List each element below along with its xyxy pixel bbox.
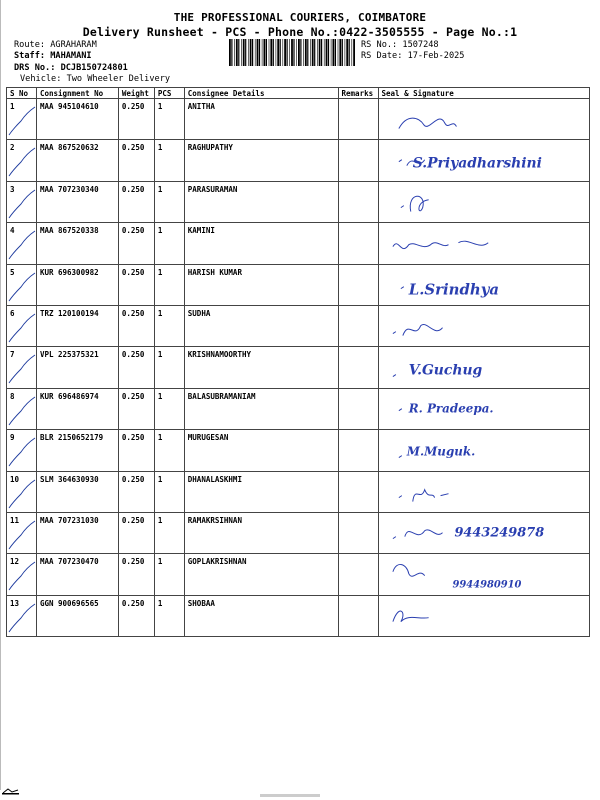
row-sno: 10 [7, 471, 37, 512]
row-sno: 7 [7, 347, 37, 388]
remarks-cell [338, 430, 378, 471]
weight: 0.250 [118, 264, 154, 305]
remarks-cell [338, 305, 378, 346]
table-row [7, 595, 590, 636]
handwritten-signature [379, 182, 590, 222]
runsheet-table [6, 87, 590, 637]
vehicle-label: Vehicle: Two Wheeler Delivery [20, 74, 171, 84]
consignment-no: MAA 945104610 [36, 99, 118, 140]
remarks-cell [338, 264, 378, 305]
table-row [7, 305, 590, 346]
handwritten-signature [379, 265, 590, 305]
company-title: THE PROFESSIONAL COURIERS, COIMBATORE [173, 11, 427, 24]
handwritten-signature [379, 99, 590, 139]
row-sno: 11 [7, 512, 37, 553]
pcs: 1 [154, 471, 184, 512]
signature-cell [378, 471, 590, 512]
handwritten-signature [379, 513, 590, 553]
remarks-cell [338, 554, 378, 595]
scanner-mark-icon [2, 787, 20, 795]
runsheet-title: Delivery Runsheet - PCS - Phone No.:0422-3505555 - Page No.:1 [82, 25, 518, 39]
row-sno: 3 [7, 181, 37, 222]
remarks-cell [338, 388, 378, 429]
weight: 0.250 [118, 471, 154, 512]
table-row [7, 554, 590, 595]
table-header-row [7, 88, 590, 99]
signature-cell [378, 595, 590, 636]
rs-date: RS Date: 17-Feb-2025 [361, 51, 465, 61]
page-footer-mark [260, 794, 320, 797]
pcs: 1 [154, 99, 184, 140]
table-row [7, 140, 590, 181]
pcs: 1 [154, 430, 184, 471]
remarks-cell [338, 140, 378, 181]
row-sno: 6 [7, 305, 37, 346]
weight: 0.250 [118, 99, 154, 140]
table-row [7, 264, 590, 305]
table-row [7, 512, 590, 553]
signature-text: L.Srindhya [408, 281, 499, 299]
signature-text: V.Guchug [408, 362, 482, 379]
col-signature: Seal & Signature [378, 88, 590, 99]
consignee-name: KRISHNAMOORTHY [184, 347, 338, 388]
weight: 0.250 [118, 181, 154, 222]
signature-cell [378, 305, 590, 346]
weight: 0.250 [118, 512, 154, 553]
remarks-cell [338, 99, 378, 140]
page-edge [0, 0, 1, 790]
consignee-name: DHANALASKHMI [184, 471, 338, 512]
handwritten-signature [379, 430, 590, 470]
consignee-name: SUDHA [184, 305, 338, 346]
pcs: 1 [154, 512, 184, 553]
remarks-cell [338, 512, 378, 553]
consignee-name: KAMINI [184, 223, 338, 264]
signature-cell [378, 430, 590, 471]
table-row [7, 347, 590, 388]
signature-text: 9443249878 [453, 525, 544, 541]
handwritten-signature [379, 306, 590, 346]
weight: 0.250 [118, 430, 154, 471]
consignment-no: TRZ 120100194 [36, 305, 118, 346]
handwritten-signature [379, 347, 590, 387]
weight: 0.250 [118, 223, 154, 264]
table-row [7, 99, 590, 140]
staff-label: Staff: MAHAMANI [14, 51, 92, 61]
signature-text: M.Muguk. [406, 444, 475, 459]
table-row [7, 388, 590, 429]
table-row [7, 223, 590, 264]
col-remarks: Remarks [338, 88, 378, 99]
row-sno: 1 [7, 99, 37, 140]
signature-cell [378, 99, 590, 140]
pcs: 1 [154, 388, 184, 429]
consignee-name: RAGHUPATHY [184, 140, 338, 181]
remarks-cell [338, 471, 378, 512]
handwritten-signature [379, 389, 590, 429]
drs-number: DRS No.: DCJB150724801 [14, 63, 128, 73]
col-consignee: Consignee Details [184, 88, 338, 99]
weight: 0.250 [118, 595, 154, 636]
consignment-no: MAA 867520338 [36, 223, 118, 264]
consignment-no: MAA 707230470 [36, 554, 118, 595]
consignee-name: HARISH KUMAR [184, 264, 338, 305]
weight: 0.250 [118, 140, 154, 181]
signature-cell [378, 264, 590, 305]
weight: 0.250 [118, 347, 154, 388]
row-sno: 8 [7, 388, 37, 429]
barcode [229, 39, 355, 66]
pcs: 1 [154, 264, 184, 305]
signature-cell [378, 512, 590, 553]
row-sno: 9 [7, 430, 37, 471]
signature-cell [378, 388, 590, 429]
pcs: 1 [154, 347, 184, 388]
remarks-cell [338, 347, 378, 388]
table-row [7, 181, 590, 222]
consignee-name: PARASURAMAN [184, 181, 338, 222]
pcs: 1 [154, 223, 184, 264]
handwritten-signature [379, 140, 590, 180]
pcs: 1 [154, 554, 184, 595]
consignment-no: BLR 2150652179 [36, 430, 118, 471]
handwritten-signature [379, 554, 590, 594]
remarks-cell [338, 595, 378, 636]
consignee-name: GOPLAKRISHNAN [184, 554, 338, 595]
signature-text: R. Pradeepa. [408, 401, 494, 416]
consignment-no: SLM 364630930 [36, 471, 118, 512]
consignment-no: MAA 707231030 [36, 512, 118, 553]
table-row [7, 430, 590, 471]
remarks-cell [338, 181, 378, 222]
consignment-no: GGN 900696565 [36, 595, 118, 636]
remarks-cell [338, 223, 378, 264]
weight: 0.250 [118, 554, 154, 595]
pcs: 1 [154, 305, 184, 346]
consignment-no: MAA 707230340 [36, 181, 118, 222]
row-sno: 5 [7, 264, 37, 305]
row-sno: 13 [7, 595, 37, 636]
consignment-no: VPL 225375321 [36, 347, 118, 388]
consignee-name: MURUGESAN [184, 430, 338, 471]
col-pcs: PCS [154, 88, 184, 99]
pcs: 1 [154, 140, 184, 181]
handwritten-signature [379, 223, 590, 263]
handwritten-signature [379, 472, 590, 512]
consignee-name: RAMAKRSIHNAN [184, 512, 338, 553]
signature-text: S.Priyadharshini [412, 156, 542, 172]
consignment-no: KUR 696300982 [36, 264, 118, 305]
col-weight: Weight [118, 88, 154, 99]
consignment-no: MAA 867520632 [36, 140, 118, 181]
handwritten-signature [379, 596, 590, 636]
signature-cell [378, 140, 590, 181]
row-sno: 4 [7, 223, 37, 264]
col-consignment: Consignment No [36, 88, 118, 99]
pcs: 1 [154, 181, 184, 222]
rs-number: RS No.: 1507248 [361, 40, 439, 50]
consignee-name: ANITHA [184, 99, 338, 140]
col-sno: S No [7, 88, 37, 99]
signature-text: 9944980910 [451, 579, 521, 591]
signature-cell [378, 181, 590, 222]
signature-cell [378, 223, 590, 264]
pcs: 1 [154, 595, 184, 636]
weight: 0.250 [118, 305, 154, 346]
signature-cell [378, 347, 590, 388]
weight: 0.250 [118, 388, 154, 429]
signature-cell [378, 554, 590, 595]
row-sno: 2 [7, 140, 37, 181]
consignment-no: KUR 696486974 [36, 388, 118, 429]
consignee-name: BALASUBRAMANIAM [184, 388, 338, 429]
table-row [7, 471, 590, 512]
route-label: Route: AGRAHARAM [14, 40, 97, 50]
row-sno: 12 [7, 554, 37, 595]
consignee-name: SHOBAA [184, 595, 338, 636]
